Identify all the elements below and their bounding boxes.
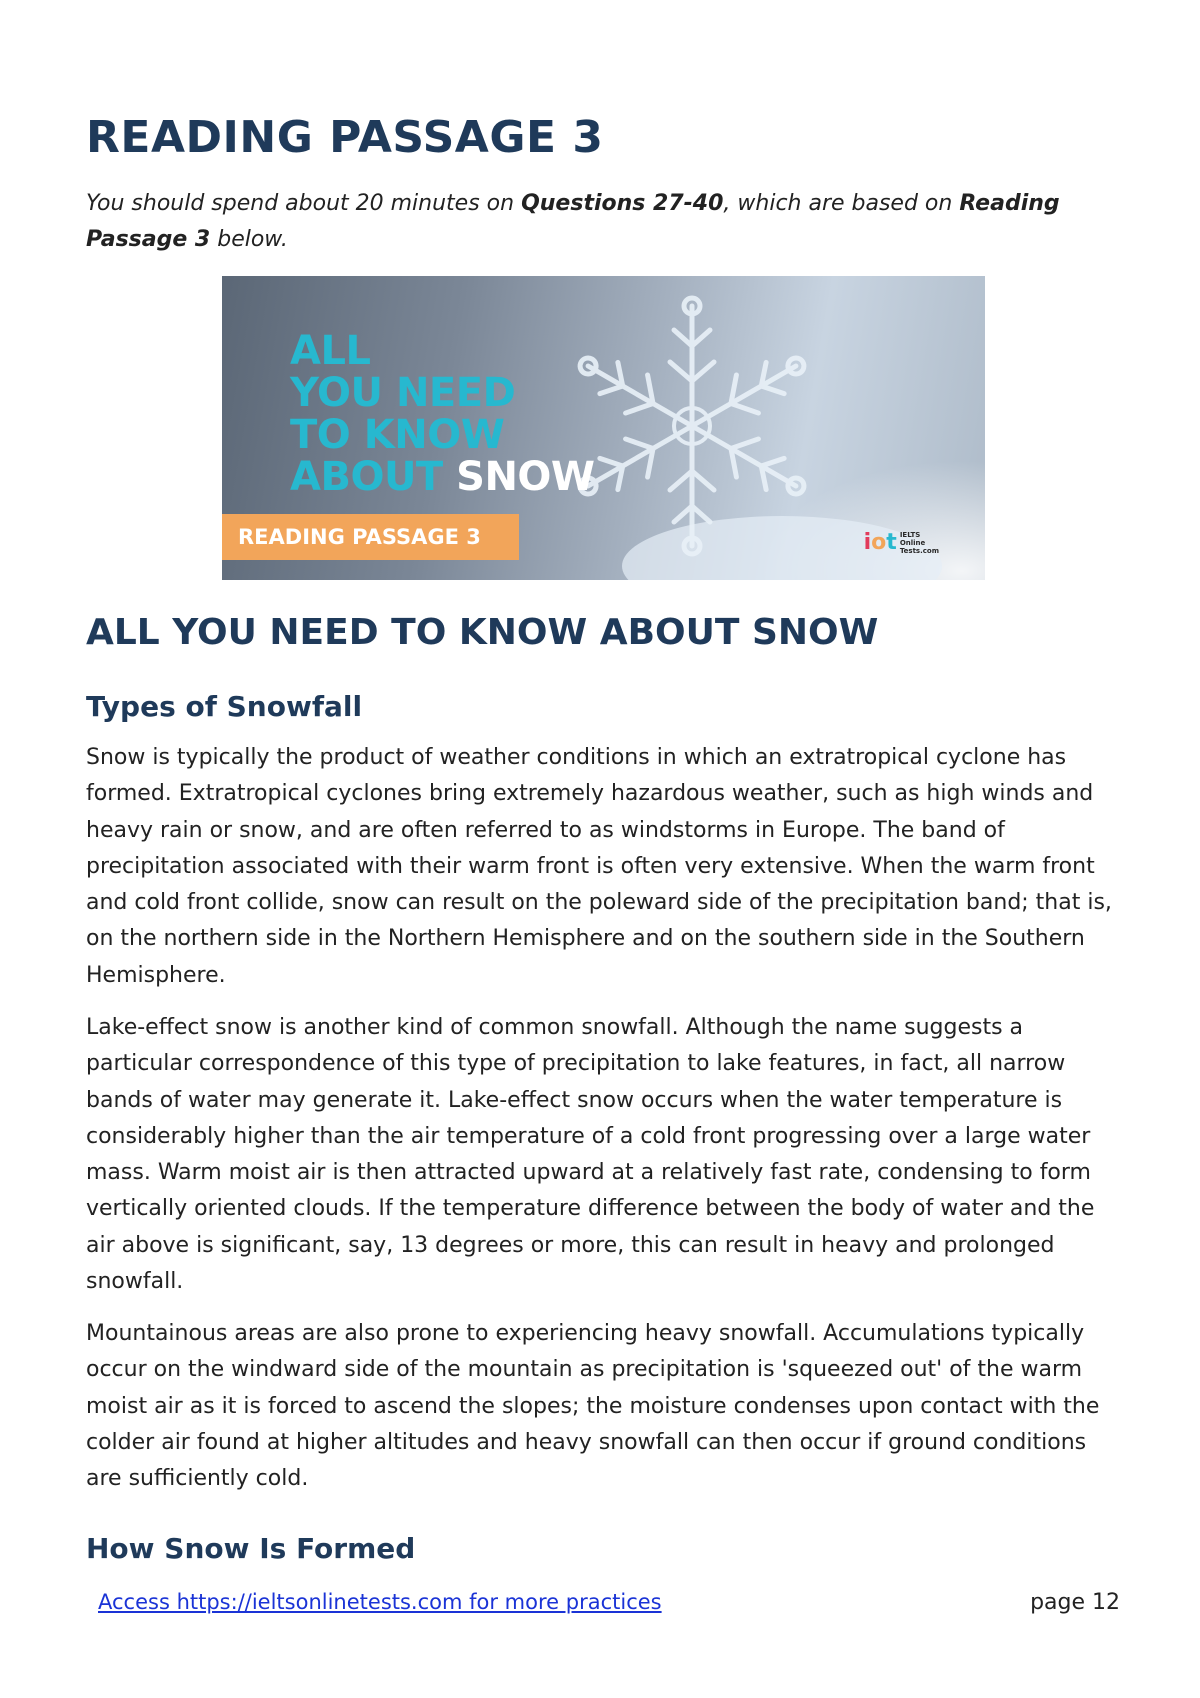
practice-link[interactable]: Access https://ieltsonlinetests.com for more practices <box>98 1590 662 1614</box>
logo-letter: i <box>863 530 872 555</box>
logo-mark-icon <box>864 530 897 555</box>
logo-text-line: Tests.com <box>899 546 939 555</box>
instructions <box>86 186 1086 258</box>
banner-image <box>222 276 985 580</box>
page-number: page 12 <box>1030 1590 1120 1615</box>
instructions-text: You should spend about 20 minutes on <box>86 191 522 216</box>
section-heading-formation: How Snow Is Formed <box>86 1532 416 1565</box>
section-heading-types: Types of Snowfall <box>86 690 363 723</box>
logo-text-line: Online <box>899 538 926 547</box>
banner-line: YOU NEED <box>290 370 516 416</box>
banner-line <box>290 456 595 498</box>
banner-line: ALL <box>290 328 371 374</box>
instructions-text-2: , which are based on <box>723 191 960 216</box>
ielts-logo <box>864 530 939 555</box>
logo-text <box>900 531 939 555</box>
instructions-questions: Questions 27-40 <box>521 191 724 216</box>
banner-title <box>290 330 595 498</box>
instructions-text-3: below. <box>210 227 288 252</box>
logo-letter: t <box>886 530 897 555</box>
page-title: READING PASSAGE 3 <box>86 112 604 163</box>
paragraph-3: Mountainous areas are also prone to experiencing heavy snowfall. Accumulations typically occur on the windward side of the mountain as precipitation is 'squeezed out' of the warm moist air as it is forced to ascend the slopes; the moisture condenses upon contact with the colder air found at higher altitudes and heavy snowfall can then occur if ground conditions are sufficiently cold. <box>86 1321 1100 1492</box>
instructions-passage: Reading Passage 3 <box>86 191 1060 252</box>
logo-letter: o <box>871 530 887 555</box>
banner-line: TO KNOW <box>290 412 505 458</box>
paragraph-2: Lake-effect snow is another kind of common snowfall. Although the name suggests a particular correspondence of this type of precipitation to lake features, in fact, all narrow bands of water may generate it. Lake-effect snow occurs when the water temperature is considerably higher than the air temperature of a cold front progressing over a large water mass. Warm moist air is then attracted upward at a relatively fast rate, condensing to form vertically oriented clouds. If the temperature difference between the body of water and the air above is significant, say, 13 degrees or more, this can result in heavy and prolonged snowfall. <box>86 1015 1095 1295</box>
banner-tag: READING PASSAGE 3 <box>222 514 519 560</box>
paragraph-1: Snow is typically the product of weather conditions in which an extratropical cyclone has formed. Extratropical cyclones bring extremely hazardous weather, such as high winds and heavy rain or snow, and are often referred to as windstorms in Europe. The band of precipitation associated with their warm front is often very extensive. When the warm front and cold front collide, snow can result on the poleward side of the precipitation band; that is, on the northern side in the Northern Hemisphere and on the southern side in the Southern Hemisphere. <box>86 745 1112 988</box>
article-title: ALL YOU NEED TO KNOW ABOUT SNOW <box>86 612 879 653</box>
banner-about: ABOUT <box>290 454 457 500</box>
banner-snow: SNOW <box>456 454 595 500</box>
logo-text-line: IELTS <box>899 530 921 539</box>
